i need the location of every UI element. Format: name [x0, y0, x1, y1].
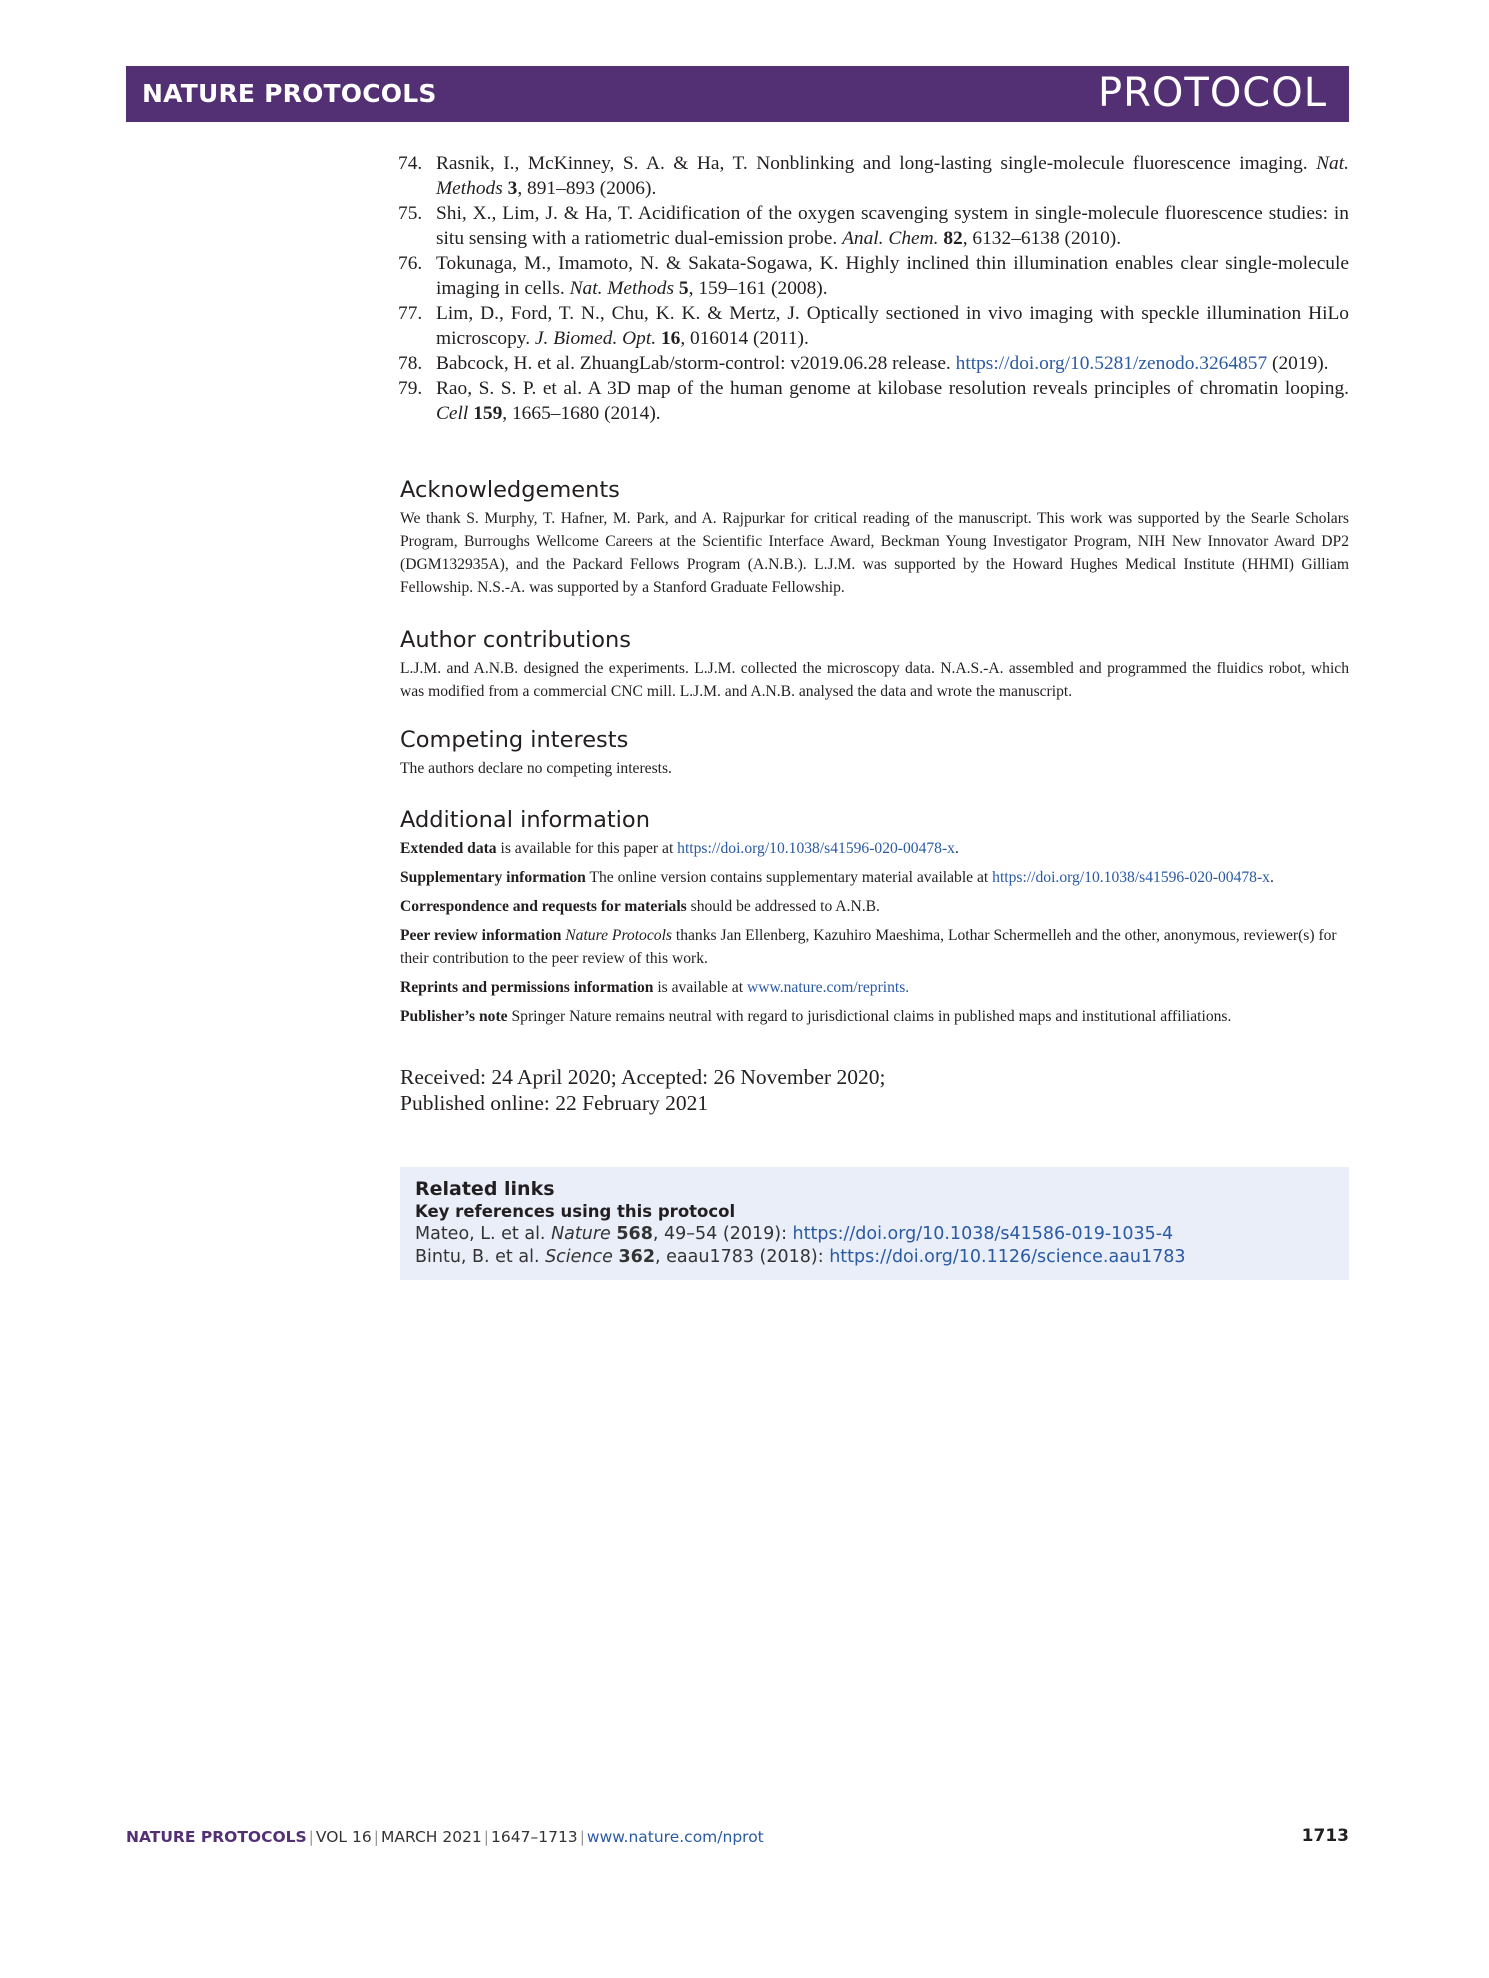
reprints-line: Reprints and permissions information is available at www.nature.com/reprints. — [400, 979, 910, 996]
related-link[interactable]: https://doi.org/10.1038/s41586-019-1035-4 — [792, 1224, 1174, 1244]
footer-volume: VOL 16 — [315, 1828, 372, 1846]
related-links-box — [400, 1167, 1349, 1280]
footer-pages: 1647–1713 — [491, 1828, 578, 1846]
peer-review-line: Peer review information Nature Protocols thanks Jan Ellenberg, Kazuhiro Maeshima, Lothar Schermelleh and the other, anonymous, reviewer(s) for their contribution to the peer review of this work. — [400, 927, 1337, 967]
page-footer: NATURE PROTOCOLS | VOL 16 | MARCH 2021 | 1647–1713 | www.nature.com/nprot — [126, 1828, 764, 1846]
reference-item: 75. Shi, X., Lim, J. & Ha, T. Acidification of the oxygen scavenging system in single-molecule fluorescence studies: in situ sensing with a ratiometric dual-emission probe. Anal. Chem. 82, 6132–6138 (2010). — [398, 203, 1349, 249]
section-body: L.J.M. and A.N.B. designed the experiments. L.J.M. collected the microscopy data. N.A.S.-A. assembled and programmed the fluidics robot, which was modified from a commercial CNC mill. L.J.M. and A.N.B. analysed the data and wrote the manuscript. — [400, 660, 1349, 700]
received-accepted-dates: Received: 24 April 2020; Accepted: 26 November 2020; — [400, 1065, 886, 1089]
extended-data-link[interactable]: https://doi.org/10.1038/s41596-020-00478-x — [677, 840, 955, 857]
published-online-date: Published online: 22 February 2021 — [400, 1091, 709, 1115]
publisher-note-line: Publisher’s note Springer Nature remains neutral with regard to jurisdictional claims in published maps and institutional affiliations. — [400, 1008, 1232, 1025]
journal-name: NATURE PROTOCOLS — [142, 79, 437, 108]
supplementary-info-line: Supplementary information The online version contains supplementary material available at https://doi.org/10.1038/s41596-020-00478-x. — [400, 869, 1274, 886]
author-contributions-section — [400, 626, 1349, 703]
footer-url-link[interactable]: www.nature.com/nprot — [586, 1828, 764, 1846]
page-number: 1713 — [1301, 1826, 1349, 1846]
footer-date: MARCH 2021 — [380, 1828, 482, 1846]
reference-item: 79. Rao, S. S. P. et al. A 3D map of the human genome at kilobase resolution reveals principles of chromatin looping. Cell 159, 1665–1680 (2014). — [398, 378, 1349, 424]
related-links-subtitle: Key references using this protocol — [415, 1202, 736, 1221]
supplementary-link[interactable]: https://doi.org/10.1038/s41596-020-00478-x — [992, 869, 1270, 886]
acknowledgements-section — [400, 476, 1349, 599]
related-link-item: Mateo, L. et al. Nature 568, 49–54 (2019): https://doi.org/10.1038/s41586-019-1035-4 — [415, 1224, 1174, 1244]
journal-header — [126, 66, 1349, 122]
reference-item: 77. Lim, D., Ford, T. N., Chu, K. K. & Mertz, J. Optically sectioned in vivo imaging with speckle illumination HiLo microscopy. J. Biomed. Opt. 16, 016014 (2011). — [398, 303, 1349, 349]
competing-interests-section — [400, 726, 1349, 780]
section-body: We thank S. Murphy, T. Hafner, M. Park, and A. Rajpurkar for critical reading of the manuscript. This work was supported by the Searle Scholars Program, Burroughs Wellcome Careers at the Scientific Interface Award, Beckman Young Investigator Program, NIH New Innovator Award DP2 (DGM132935A), and the Packard Fellows Program (A.N.B.). L.J.M. was supported by the Howard Hughes Medical Institute (HHMI) Gilliam Fellowship. N.S.-A. was supported by a Stanford Graduate Fellowship. — [400, 510, 1349, 596]
reprints-link[interactable]: www.nature.com/reprints. — [746, 979, 910, 996]
footer-journal: NATURE PROTOCOLS — [126, 1828, 307, 1846]
extended-data-line: Extended data is available for this paper at https://doi.org/10.1038/s41596-020-00478-x. — [400, 840, 959, 857]
section-heading: Acknowledgements — [400, 477, 620, 503]
publication-dates — [400, 1064, 885, 1116]
section-heading: Author contributions — [400, 627, 631, 653]
reference-link[interactable]: https://doi.org/10.5281/zenodo.3264857 — [955, 353, 1268, 374]
reference-item: 74. Rasnik, I., McKinney, S. A. & Ha, T. Nonblinking and long-lasting single-molecule fluorescence imaging. Nat. Methods 3, 891–893 (2006). — [398, 153, 1349, 199]
reference-list — [398, 151, 1349, 426]
reference-item: 78. Babcock, H. et al. ZhuangLab/storm-control: v2019.06.28 release. https://doi.org/10.5281/zenodo.3264857 (2019). — [398, 353, 1329, 374]
related-link[interactable]: https://doi.org/10.1126/science.aau1783 — [829, 1247, 1186, 1267]
correspondence-line: Correspondence and requests for materials should be addressed to A.N.B. — [400, 898, 880, 915]
section-heading: Additional information — [400, 807, 650, 833]
section-heading: Competing interests — [400, 727, 629, 753]
article-type: PROTOCOL — [1097, 70, 1327, 116]
section-body: The authors declare no competing interests. — [400, 760, 672, 777]
related-link-item: Bintu, B. et al. Science 362, eaau1783 (2018): https://doi.org/10.1126/science.aau1783 — [415, 1247, 1186, 1267]
additional-information-section — [400, 806, 1349, 1034]
related-links-title: Related links — [415, 1178, 555, 1200]
reference-item: 76. Tokunaga, M., Imamoto, N. & Sakata-Sogawa, K. Highly inclined thin illumination enables clear single-molecule imaging in cells. Nat. Methods 5, 159–161 (2008). — [398, 253, 1349, 299]
